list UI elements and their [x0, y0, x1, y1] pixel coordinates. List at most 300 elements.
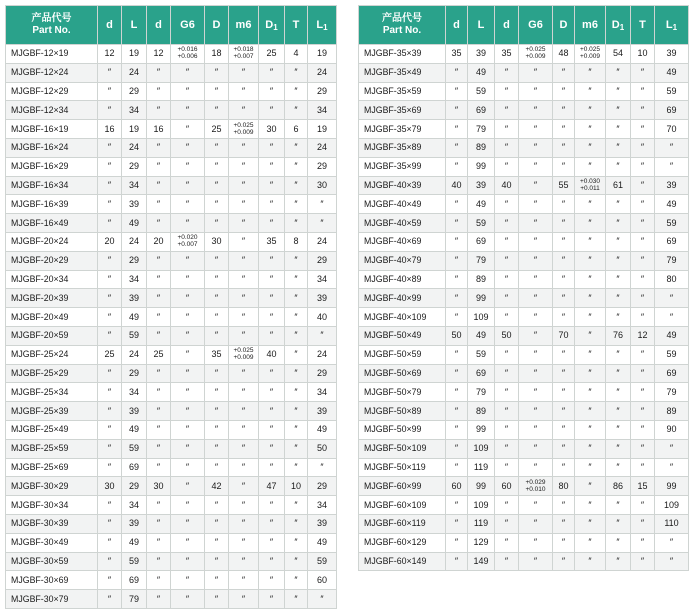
cell-part-no: MJGBF-40×99: [359, 289, 446, 308]
cell-T: ″: [285, 345, 308, 364]
cell-d: ″: [446, 101, 468, 120]
cell-D1: ″: [259, 571, 285, 590]
cell-part-no: MJGBF-50×109: [359, 439, 446, 458]
cell-L1: 80: [655, 270, 689, 289]
cell-part-no: MJGBF-25×29: [6, 364, 98, 383]
cell-D1: ″: [606, 345, 631, 364]
cell-T: ″: [631, 458, 655, 477]
cell-T: ″: [285, 251, 308, 270]
cell-L: 99: [468, 420, 495, 439]
cell-m6: ″: [229, 496, 259, 515]
cell-m6: [229, 345, 259, 364]
cell-D: ″: [553, 345, 575, 364]
cell-d: ″: [446, 383, 468, 402]
cell-D1: ″: [259, 101, 285, 120]
cell-part-no: MJGBF-30×29: [6, 477, 98, 496]
cell-L1: 39: [308, 289, 337, 308]
table-row: [359, 552, 689, 571]
cell-T: ″: [285, 101, 308, 120]
cell-L: 79: [468, 251, 495, 270]
cell-m6: ″: [229, 176, 259, 195]
cell-d: ″: [98, 458, 122, 477]
cell-part-no: MJGBF-50×99: [359, 420, 446, 439]
cell-D1: ″: [606, 383, 631, 402]
cell-m6: ″: [575, 120, 606, 139]
cell-D: ″: [553, 533, 575, 552]
table-row: [359, 496, 689, 515]
cell-d2: ″: [147, 82, 171, 101]
cell-part-no: MJGBF-35×89: [359, 138, 446, 157]
cell-d: ″: [98, 326, 122, 345]
cell-d2: ″: [495, 364, 519, 383]
cell-m6: ″: [575, 496, 606, 515]
cell-g6: ″: [171, 270, 205, 289]
cell-L: 59: [468, 345, 495, 364]
cell-m6: ″: [229, 514, 259, 533]
cell-L: 29: [122, 477, 147, 496]
cell-T: ″: [285, 364, 308, 383]
cell-m6: ″: [575, 251, 606, 270]
cell-T: ″: [631, 345, 655, 364]
cell-d: ″: [98, 402, 122, 421]
table-row: [6, 214, 337, 233]
cell-d: ″: [98, 251, 122, 270]
cell-L1: 29: [308, 157, 337, 176]
cell-T: ″: [631, 195, 655, 214]
cell-g6: ″: [171, 496, 205, 515]
header-T: T: [631, 6, 655, 45]
cell-T: ″: [285, 439, 308, 458]
cell-d2: 40: [495, 176, 519, 195]
cell-D: ″: [553, 251, 575, 270]
cell-g6: ″: [171, 477, 205, 496]
header-g6: G6: [519, 6, 553, 45]
cell-g6: ″: [171, 157, 205, 176]
cell-g6: ″: [171, 383, 205, 402]
cell-d2: ″: [147, 590, 171, 609]
cell-m6: ″: [229, 364, 259, 383]
cell-L1: 39: [308, 402, 337, 421]
cell-part-no: MJGBF-25×49: [6, 420, 98, 439]
cell-part-no: MJGBF-35×99: [359, 157, 446, 176]
cell-D: ″: [205, 364, 229, 383]
cell-D1: ″: [259, 270, 285, 289]
tolerance-value: +0.025 +0.009: [233, 347, 254, 362]
cell-part-no: MJGBF-25×24: [6, 345, 98, 364]
cell-m6: ″: [575, 552, 606, 571]
cell-m6: ″: [229, 326, 259, 345]
cell-D: ″: [553, 514, 575, 533]
cell-L1: 39: [308, 514, 337, 533]
cell-T: ″: [285, 63, 308, 82]
table-row: [359, 533, 689, 552]
cell-d: ″: [98, 214, 122, 233]
cell-D1: ″: [259, 552, 285, 571]
cell-D1: ″: [606, 214, 631, 233]
cell-L: 49: [468, 195, 495, 214]
header-L: L: [468, 6, 495, 45]
cell-L: 69: [468, 101, 495, 120]
cell-d2: ″: [495, 214, 519, 233]
cell-d: ″: [446, 533, 468, 552]
cell-D: ″: [553, 308, 575, 327]
cell-L1: 110: [655, 514, 689, 533]
cell-d: 12: [98, 45, 122, 64]
cell-D1: ″: [259, 176, 285, 195]
cell-D: ″: [205, 176, 229, 195]
cell-T: ″: [631, 63, 655, 82]
cell-g6: ″: [519, 552, 553, 571]
cell-g6: ″: [519, 120, 553, 139]
cell-g6: ″: [519, 176, 553, 195]
cell-d2: 25: [147, 345, 171, 364]
cell-d: ″: [446, 195, 468, 214]
cell-g6: ″: [171, 590, 205, 609]
cell-g6: ″: [171, 514, 205, 533]
cell-m6: ″: [575, 402, 606, 421]
cell-L: 109: [468, 496, 495, 515]
cell-L1: ″: [308, 214, 337, 233]
table-row: [359, 101, 689, 120]
cell-part-no: MJGBF-60×149: [359, 552, 446, 571]
table-row: [359, 195, 689, 214]
cell-m6: [575, 176, 606, 195]
cell-d: ″: [98, 176, 122, 195]
cell-D1: ″: [606, 63, 631, 82]
cell-part-no: MJGBF-40×39: [359, 176, 446, 195]
cell-L1: 60: [308, 571, 337, 590]
cell-T: ″: [631, 402, 655, 421]
cell-m6: [575, 45, 606, 64]
cell-D1: ″: [259, 458, 285, 477]
cell-T: ″: [631, 533, 655, 552]
cell-m6: ″: [575, 420, 606, 439]
cell-part-no: MJGBF-16×49: [6, 214, 98, 233]
table-row: [6, 402, 337, 421]
cell-L: 69: [122, 571, 147, 590]
table-row: [359, 120, 689, 139]
header-L1: [308, 6, 337, 45]
cell-L1: 24: [308, 232, 337, 251]
cell-part-no: MJGBF-12×24: [6, 63, 98, 82]
table-row: [359, 232, 689, 251]
cell-d: 16: [98, 120, 122, 139]
cell-g6: [171, 232, 205, 251]
cell-d2: ″: [147, 533, 171, 552]
cell-m6: ″: [575, 138, 606, 157]
cell-L1: 29: [308, 82, 337, 101]
cell-d: ″: [446, 138, 468, 157]
cell-part-no: MJGBF-25×69: [6, 458, 98, 477]
table-row: [6, 383, 337, 402]
cell-part-no: MJGBF-16×34: [6, 176, 98, 195]
cell-D1: ″: [606, 496, 631, 515]
cell-L1: 24: [308, 63, 337, 82]
cell-L: 49: [122, 420, 147, 439]
cell-d: ″: [98, 383, 122, 402]
cell-D: ″: [205, 101, 229, 120]
cell-d2: ″: [495, 63, 519, 82]
cell-g6: ″: [519, 420, 553, 439]
cell-d: ″: [98, 63, 122, 82]
table-row: [6, 533, 337, 552]
cell-part-no: MJGBF-16×24: [6, 138, 98, 157]
cell-D: ″: [553, 458, 575, 477]
cell-g6: ″: [171, 138, 205, 157]
cell-T: 15: [631, 477, 655, 496]
cell-D1: ″: [259, 63, 285, 82]
cell-m6: ″: [229, 439, 259, 458]
cell-g6: ″: [519, 63, 553, 82]
table-row: [359, 289, 689, 308]
cell-m6: ″: [229, 477, 259, 496]
cell-L1: 34: [308, 496, 337, 515]
cell-D1: ″: [259, 402, 285, 421]
cell-part-no: MJGBF-40×79: [359, 251, 446, 270]
header-L1-base: L: [316, 18, 324, 31]
cell-L1: 90: [655, 420, 689, 439]
cell-L1: 40: [308, 308, 337, 327]
cell-g6: ″: [171, 101, 205, 120]
cell-part-no: MJGBF-50×69: [359, 364, 446, 383]
cell-d2: ″: [147, 214, 171, 233]
header-T: T: [285, 6, 308, 45]
cell-D1: ″: [606, 364, 631, 383]
cell-d: ″: [446, 157, 468, 176]
cell-part-no: MJGBF-16×39: [6, 195, 98, 214]
cell-D: 30: [205, 232, 229, 251]
cell-L: 34: [122, 176, 147, 195]
cell-part-no: MJGBF-50×119: [359, 458, 446, 477]
cell-T: ″: [631, 232, 655, 251]
cell-T: ″: [631, 270, 655, 289]
cell-T: ″: [285, 270, 308, 289]
table-row: [6, 326, 337, 345]
cell-g6: ″: [171, 289, 205, 308]
header-d2: d: [147, 6, 171, 45]
cell-L1: ″: [655, 533, 689, 552]
table-row: [6, 289, 337, 308]
cell-m6: ″: [229, 251, 259, 270]
table-row: [359, 439, 689, 458]
cell-L: 109: [468, 308, 495, 327]
cell-part-no: MJGBF-50×59: [359, 345, 446, 364]
cell-L: 29: [122, 157, 147, 176]
cell-m6: ″: [575, 477, 606, 496]
cell-d2: ″: [495, 345, 519, 364]
table-body-right: [359, 45, 689, 571]
cell-part-no: MJGBF-60×129: [359, 533, 446, 552]
cell-D1: ″: [606, 270, 631, 289]
table-row: [6, 552, 337, 571]
cell-L1: 89: [655, 402, 689, 421]
cell-D: ″: [205, 514, 229, 533]
table-row: [6, 571, 337, 590]
cell-d: ″: [98, 195, 122, 214]
cell-T: ″: [631, 120, 655, 139]
cell-d2: ″: [147, 514, 171, 533]
cell-L1: 49: [308, 533, 337, 552]
table-row: [6, 45, 337, 64]
cell-d2: ″: [147, 251, 171, 270]
header-d: d: [98, 6, 122, 45]
cell-D: ″: [205, 533, 229, 552]
table-row: [6, 458, 337, 477]
cell-d: ″: [98, 289, 122, 308]
cell-part-no: MJGBF-30×39: [6, 514, 98, 533]
cell-d2: ″: [495, 289, 519, 308]
cell-m6: ″: [229, 402, 259, 421]
cell-d2: ″: [147, 326, 171, 345]
cell-D1: ″: [606, 458, 631, 477]
cell-D: ″: [553, 289, 575, 308]
table-row: [359, 420, 689, 439]
cell-d: ″: [446, 232, 468, 251]
cell-L: 24: [122, 345, 147, 364]
cell-D1: ″: [606, 251, 631, 270]
cell-T: ″: [631, 439, 655, 458]
cell-part-no: MJGBF-35×69: [359, 101, 446, 120]
table-row: [359, 383, 689, 402]
cell-part-no: MJGBF-20×24: [6, 232, 98, 251]
cell-D: ″: [205, 439, 229, 458]
cell-g6: ″: [519, 496, 553, 515]
cell-part-no: MJGBF-25×39: [6, 402, 98, 421]
cell-d: ″: [98, 82, 122, 101]
cell-D1: ″: [259, 157, 285, 176]
cell-part-no: MJGBF-20×34: [6, 270, 98, 289]
cell-T: ″: [285, 383, 308, 402]
cell-L1: 29: [308, 364, 337, 383]
header-D: D: [553, 6, 575, 45]
cell-D: 25: [205, 120, 229, 139]
cell-g6: ″: [171, 176, 205, 195]
cell-m6: ″: [575, 157, 606, 176]
cell-D: ″: [205, 82, 229, 101]
cell-d2: ″: [495, 195, 519, 214]
cell-d2: 20: [147, 232, 171, 251]
cell-part-no: MJGBF-40×59: [359, 214, 446, 233]
cell-part-no: MJGBF-50×49: [359, 326, 446, 345]
cell-d: ″: [98, 533, 122, 552]
cell-L: 19: [122, 120, 147, 139]
cell-m6: ″: [575, 364, 606, 383]
cell-L: 29: [122, 82, 147, 101]
cell-d: ″: [98, 552, 122, 571]
cell-m6: ″: [229, 214, 259, 233]
cell-g6: ″: [519, 383, 553, 402]
header-L1: [655, 6, 689, 45]
table-row: [6, 63, 337, 82]
cell-T: ″: [285, 590, 308, 609]
spec-table-left: [5, 5, 337, 609]
cell-m6: ″: [575, 270, 606, 289]
cell-D1: 40: [259, 345, 285, 364]
cell-L: 39: [122, 195, 147, 214]
cell-d: ″: [446, 251, 468, 270]
cell-d: ″: [446, 496, 468, 515]
cell-D: ″: [553, 364, 575, 383]
cell-D: ″: [553, 214, 575, 233]
cell-T: ″: [285, 289, 308, 308]
cell-T: ″: [631, 101, 655, 120]
cell-D: ″: [553, 120, 575, 139]
cell-d2: ″: [147, 439, 171, 458]
cell-D: ″: [205, 590, 229, 609]
cell-d2: ″: [147, 496, 171, 515]
cell-D1: ″: [259, 251, 285, 270]
cell-L1: ″: [308, 195, 337, 214]
cell-D1: ″: [606, 232, 631, 251]
cell-d2: ″: [495, 533, 519, 552]
cell-D: ″: [205, 270, 229, 289]
table-row: [6, 308, 337, 327]
cell-g6: ″: [519, 251, 553, 270]
cell-d2: ″: [495, 496, 519, 515]
cell-L1: 50: [308, 439, 337, 458]
cell-d: ″: [98, 157, 122, 176]
cell-L1: 59: [655, 82, 689, 101]
cell-L1: 49: [655, 195, 689, 214]
table-row: [6, 120, 337, 139]
cell-d2: ″: [495, 420, 519, 439]
cell-L1: 59: [655, 214, 689, 233]
cell-L1: ″: [655, 157, 689, 176]
cell-d2: ″: [147, 571, 171, 590]
cell-D: 48: [553, 45, 575, 64]
cell-d: ″: [98, 308, 122, 327]
cell-D: ″: [205, 420, 229, 439]
cell-T: ″: [285, 420, 308, 439]
cell-L: 79: [468, 120, 495, 139]
cell-L1: 39: [655, 176, 689, 195]
cell-part-no: MJGBF-35×59: [359, 82, 446, 101]
cell-part-no: MJGBF-35×39: [359, 45, 446, 64]
cell-L: 39: [468, 176, 495, 195]
table-row: [6, 101, 337, 120]
cell-part-no: MJGBF-20×49: [6, 308, 98, 327]
cell-L1: 30: [308, 176, 337, 195]
cell-m6: ″: [229, 458, 259, 477]
table-row: [6, 477, 337, 496]
cell-L1: ″: [308, 458, 337, 477]
cell-D: ″: [553, 552, 575, 571]
table-row: [359, 364, 689, 383]
cell-g6: ″: [519, 326, 553, 345]
cell-D: ″: [553, 439, 575, 458]
cell-L1: 24: [308, 138, 337, 157]
cell-L1: 34: [308, 270, 337, 289]
cell-D: 80: [553, 477, 575, 496]
header-L: L: [122, 6, 147, 45]
cell-L1: 29: [308, 477, 337, 496]
header-L1-sub: 1: [672, 22, 678, 32]
cell-T: ″: [285, 514, 308, 533]
cell-D: 35: [205, 345, 229, 364]
cell-d: ″: [446, 514, 468, 533]
cell-D1: ″: [606, 120, 631, 139]
cell-D1: ″: [259, 496, 285, 515]
cell-T: ″: [631, 383, 655, 402]
cell-d2: ″: [147, 308, 171, 327]
cell-L1: ″: [655, 138, 689, 157]
cell-d: ″: [446, 345, 468, 364]
cell-m6: ″: [229, 383, 259, 402]
cell-part-no: MJGBF-60×119: [359, 514, 446, 533]
cell-m6: ″: [575, 63, 606, 82]
cell-L1: 79: [655, 383, 689, 402]
cell-L1: 59: [655, 345, 689, 364]
